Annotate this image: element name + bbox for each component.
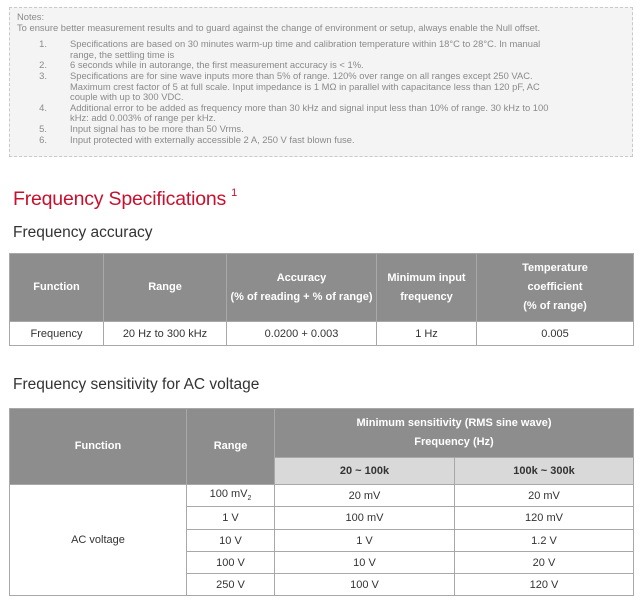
cell-range: 100 V <box>187 552 275 574</box>
note-text: Input protected with externally accessible 2 A, 250 V fast blown fuse. <box>70 133 355 145</box>
cell-sensitivity-low: 10 V <box>275 552 455 574</box>
footnote-marker: 1 <box>231 187 237 199</box>
note-text: Maximum crest factor of 5 at full scale. Input impedance is 1 MΩ in parallel with capacitance less than 120 pF, AC <box>70 80 540 92</box>
section-title: Frequency Specifications $^1$ <box>13 187 237 210</box>
cell-sensitivity-high: 20 V <box>455 552 634 574</box>
col-header-range: Range <box>187 409 275 485</box>
col-header-range: Range <box>104 254 227 322</box>
notes-intro: To ensure better measurement results and to guard against the change of environment or setup, always enable the Null offset. <box>17 21 541 33</box>
table-header-row <box>10 254 634 322</box>
note-number: 6. <box>39 133 47 145</box>
cell-sensitivity-low: 100 V <box>275 574 455 596</box>
col-header-temp-coefficient: Temperature coefficient (% of range) <box>477 254 634 322</box>
cell-min-input: 1 Hz <box>377 322 477 346</box>
cell-sensitivity-low: 1 V <box>275 530 455 552</box>
cell-accuracy: 0.0200 + 0.003 <box>227 322 377 346</box>
col-header-accuracy: Accuracy (% of reading + % of range) <box>227 254 377 322</box>
note-text: kHz: add 0.003% of range per kHz. <box>70 112 216 124</box>
note-text: Input signal has to be more than 50 Vrms. <box>70 122 244 134</box>
cell-sensitivity-low: 20 mV <box>275 485 455 507</box>
note-item <box>17 124 626 135</box>
cell-sensitivity-high: 120 mV <box>455 507 634 530</box>
cell-range: 100 $mV_2$ <box>187 485 275 507</box>
footnote-marker: 2 <box>247 495 252 503</box>
col-header-min-sensitivity: Minimum sensitivity (RMS sine wave) Frequency (Hz) <box>275 409 634 458</box>
note-text: Specifications are for sine wave inputs more than 5% of range. 120% over range on all ranges except 250 VAC. <box>70 69 533 81</box>
cell-range: 250 V <box>187 574 275 596</box>
note-text: couple with up to 300 VDC. <box>70 91 184 103</box>
table-row <box>10 322 634 346</box>
accuracy-title: Frequency accuracy <box>13 224 153 241</box>
note-item <box>17 103 626 124</box>
col-header-min-input: Minimum input frequency <box>377 254 477 322</box>
accuracy-table <box>9 253 634 346</box>
cell-range: 10 V <box>187 530 275 552</box>
cell-function: AC voltage <box>10 485 187 596</box>
cell-function: Frequency <box>10 322 104 346</box>
sensitivity-table <box>9 408 634 596</box>
col-header-20-100k: 20 ~ 100k <box>275 458 455 485</box>
note-text: 6 seconds while in autorange, the first measurement accuracy is < 1%. <box>70 59 364 71</box>
table-row <box>10 485 634 507</box>
cell-range: 20 Hz to 300 kHz <box>104 322 227 346</box>
note-text: Specifications are based on 30 minutes warm-up time and calibration temperature within 18°C to 28°C. In manual <box>70 38 541 50</box>
note-number: 1. <box>39 38 47 50</box>
notes-list <box>17 39 626 145</box>
note-number: 3. <box>39 69 47 81</box>
col-header-function: Function <box>10 254 104 322</box>
cell-sensitivity-high: 1.2 V <box>455 530 634 552</box>
col-header-function: Function <box>10 409 187 485</box>
notes-box <box>9 7 633 157</box>
notes-label: Notes: <box>17 11 45 22</box>
cell-sensitivity-high: 120 V <box>455 574 634 596</box>
col-header-100k-300k: 100k ~ 300k <box>455 458 634 485</box>
note-item <box>17 39 626 60</box>
note-number: 2. <box>39 59 47 71</box>
note-item <box>17 135 626 146</box>
sensitivity-title: Frequency sensitivity for AC voltage <box>13 376 260 393</box>
note-number: 4. <box>39 101 47 113</box>
note-text: range, the settling time is <box>70 48 175 60</box>
cell-range: 1 V <box>187 507 275 530</box>
note-number: 5. <box>39 122 47 134</box>
note-text: Additional error to be added as frequency more than 30 kHz and signal input less than 10% of range. 30 kHz to 100 <box>70 101 549 113</box>
cell-temp-coefficient: 0.005 <box>477 322 634 346</box>
table-header-row <box>10 409 634 458</box>
cell-sensitivity-low: 100 mV <box>275 507 455 530</box>
cell-sensitivity-high: 20 mV <box>455 485 634 507</box>
note-item <box>17 71 626 103</box>
